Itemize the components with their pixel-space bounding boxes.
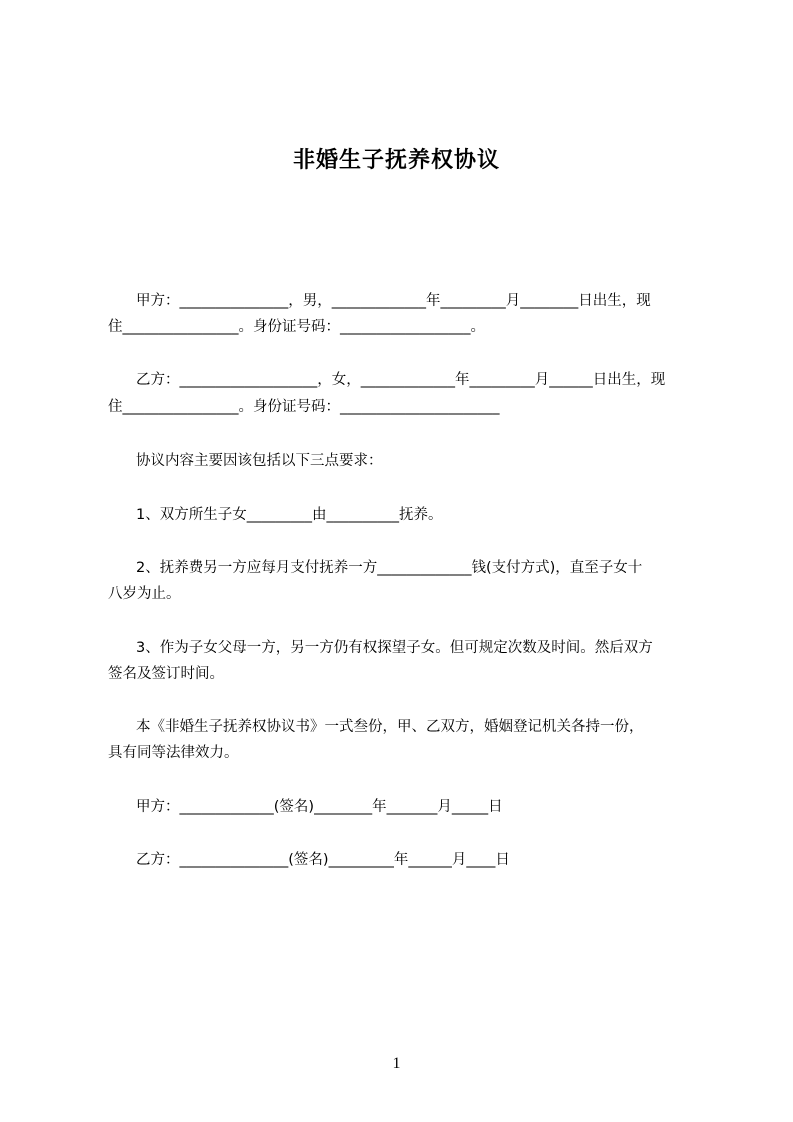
clause-1: 1、双方所生子女_________由__________抚养。 [136, 507, 443, 523]
party-a-line-1: 甲方：_______________，男，_____________年_________月________日出生，现 [136, 293, 651, 309]
agreement-intro: 协议内容主要因该包括以下三点要求： [136, 453, 383, 469]
page-number: 1 [392, 1055, 401, 1072]
copies-line-1: 本《非婚生子抚养权协议书》一式叁份，甲、乙双方，婚姻登记机关各持一份， [136, 719, 644, 735]
party-b-line-2: 住________________。身份证号码：______________________ [108, 399, 500, 415]
document-title: 非婚生子抚养权协议 [292, 148, 500, 173]
party-b-signature: 乙方：_______________(签名)_________年______月____日 [136, 852, 510, 868]
clause-3-line-2: 签名及签订时间。 [108, 666, 224, 682]
clause-2-line-1: 2、抚养费另一方应每月支付抚养一方_____________钱(支付方式)，直至子女十 [136, 560, 643, 576]
party-a-line-2: 住________________。身份证号码：__________________。 [108, 319, 485, 335]
party-b-line-1: 乙方：___________________，女，_____________年_________月______日出生，现 [136, 372, 666, 388]
clause-3-line-1: 3、作为子女父母一方，另一方仍有权探望子女。但可规定次数及时间。然后双方 [136, 640, 653, 656]
clause-2-line-2: 八岁为止。 [108, 586, 181, 602]
copies-line-2: 具有同等法律效力。 [108, 745, 239, 761]
party-a-signature: 甲方：_____________(签名)________年_______月_____日 [136, 799, 503, 815]
